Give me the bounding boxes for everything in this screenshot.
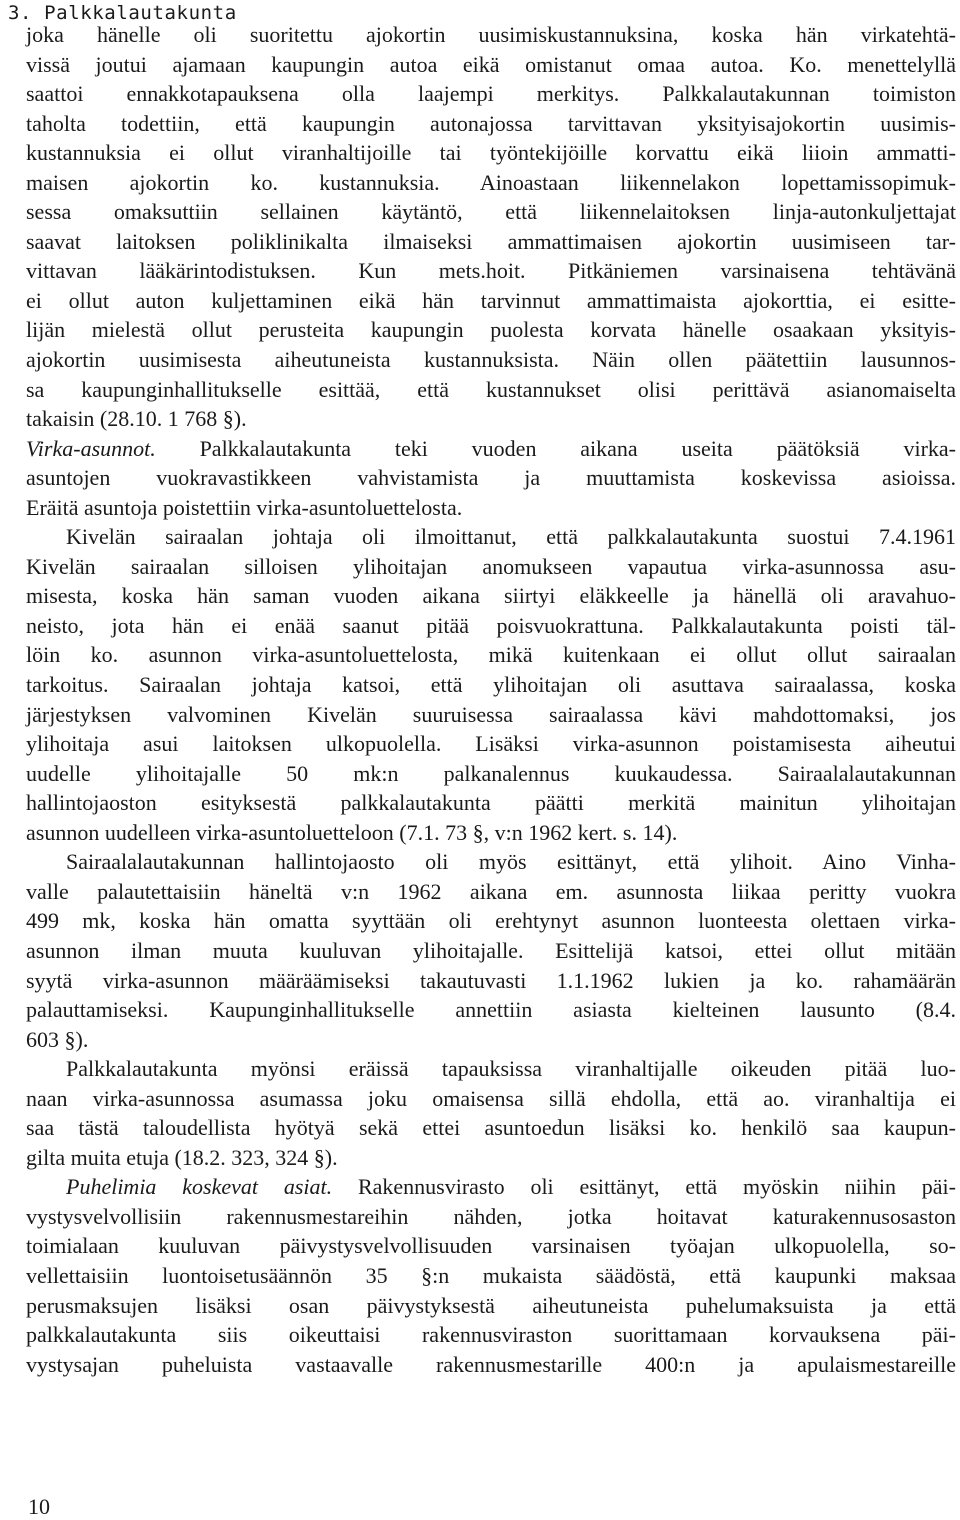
text-line: hallintojaoston esityksestä palkkalautakunta päätti merkitä mainitun ylihoitajan: [26, 790, 956, 816]
text-line: saattoi ennakkotapauksena olla laajempi merkitys. Palkkalautakunnan toimiston: [26, 81, 956, 107]
heading-puhelimia: Puhelimia koskevat asiat.: [66, 1174, 333, 1200]
text-line: vellettaisiin luontoisetusäännön 35 §:n mukaista säädöstä, että kaupunki maksaa: [26, 1262, 956, 1288]
text-line: sessa omaksuttiin sellainen käytäntö, että liikennelaitoksen linja-autonkuljettajat: [26, 199, 956, 225]
text-line: uudelle ylihoitajalle 50 mk:n palkanalennus kuukaudessa. Sairaalalautakunnan: [26, 760, 956, 786]
text-line: maisen ajokortin ko. kustannuksia. Ainoastaan liikennelakon lopettamissopimuk-: [26, 169, 956, 195]
text-line: neisto, jota hän ei enää saanut pitää poisvuokrattuna. Palkkalautakunta poisti täl-: [26, 612, 956, 638]
text-line: saa tästä taloudellista hyötyä sekä ettei asuntoedun lisäksi ko. henkilö saa kaupun-: [26, 1115, 956, 1141]
text-line: asuntojen vuokravastikkeen vahvistamista ja muuttamista koskevissa asioissa.: [26, 465, 956, 491]
text-line: toimialaan kuuluvan päivystysvelvollisuuden varsinaisen työajan ulkopuolella, so-: [26, 1233, 956, 1259]
text-line: asunnon ilman muuta kuuluvan ylihoitajalle. Esittelijä katsoi, ettei ollut mitään: [26, 937, 956, 963]
text-line: Palkkalautakunta myönsi eräissä tapauksissa viranhaltijalle oikeuden pitää luo-: [66, 1056, 956, 1082]
text-line: palkkalautakunta siis oikeuttaisi rakennusviraston suorittamaan korvauksena päi-: [26, 1322, 956, 1348]
text-line: vystysvelvollisiin rakennusmestareihin nähden, jotka hoitavat katurakennusosaston: [26, 1203, 956, 1229]
text-line: saavat laitoksen poliklinikalta ilmaiseksi ammattimaisen ajokortin uusimiseen tar-: [26, 228, 956, 254]
text-line: syytä virka-asunnon määräämiseksi takautuvasti 1.1.1962 lukien ja ko. rahamäärän: [26, 967, 956, 993]
text-line: Kivelän sairaalan silloisen ylihoitajan anomukseen vapautua virka-asunnossa asu-: [26, 553, 956, 579]
heading-virka-asunnot: Virka-asunnot.: [26, 435, 156, 461]
text-line: Rakennusvirasto oli esittänyt, että myöskin niihin päi-: [357, 1174, 956, 1200]
text-line: 603 §).: [26, 1026, 89, 1052]
text-line: vystysajan puheluista vastaavalle rakennusmestarille 400:n ja apulaismestareille: [26, 1351, 956, 1377]
text-line: asunnon uudelleen virka-asuntoluetteloon (7.1. 73 §, v:n 1962 kert. s. 14).: [26, 819, 678, 845]
text-line: gilta muita etuja (18.2. 323, 324 §).: [26, 1144, 338, 1170]
text-line: misesta, koska hän saman vuoden aikana siirtyi eläkkeelle ja hänellä oli aravahuo-: [26, 583, 956, 609]
text-line: perusmaksujen lisäksi osan päivystyksestä aiheutuneista puhelumaksuista ja että: [26, 1292, 956, 1318]
text-line: taholta todettiin, että kaupungin autonajossa tarvittavan yksityisajokortin uusimis-: [26, 110, 956, 136]
paragraph-puhelimia: [26, 1172, 956, 1202]
text-line: joka hänelle oli suoritettu ajokortin uusimiskustannuksina, koska hän virkatehtä-: [26, 22, 956, 47]
text-line: ei ollut auton kuljettaminen eikä hän tarvinnut ammattimaista ajokorttia, ei esitte-: [26, 287, 956, 313]
text-line: vissä joutui ajamaan kaupungin autoa eikä omistanut omaa autoa. Ko. menettelyllä: [26, 51, 956, 77]
text-line: lijän mielestä ollut perusteita kaupungin puolesta korvata hänelle osaakaan yksityis-: [26, 317, 956, 343]
text-line: Kivelän sairaalan johtaja oli ilmoittanut, että palkkalautakunta suostui 7.4.1961: [66, 524, 956, 550]
text-line: löin ko. asunnon virka-asuntoluettelosta, mikä kuitenkaan ei ollut ollut sairaalan: [26, 642, 956, 668]
text-line: ylihoitaja asui laitoksen ulkopuolella. Lisäksi virka-asunnon poistamisesta aiheutui: [26, 731, 956, 757]
text-line: tarkoitus. Sairaalan johtaja katsoi, että ylihoitajan oli asuttava sairaalassa, koska: [26, 672, 956, 698]
text-line: takaisin (28.10. 1 768 §).: [26, 406, 247, 432]
text-line: järjestyksen valvominen Kivelän suuruisessa sairaalassa kävi mahdottomaksi, jos: [26, 701, 956, 727]
text-line: Eräitä asuntoja poistettiin virka-asuntoluettelosta.: [26, 494, 463, 520]
text-line: vittavan lääkärintodistuksen. Kun mets.hoit. Pitkäniemen varsinaisena tehtävänä: [26, 258, 956, 284]
running-header: 3. Palkkalautakunta: [8, 2, 237, 24]
text-line: ajokortin uusimisesta aiheutuneista kustannuksista. Näin ollen päätettiin lausunnos-: [26, 347, 956, 373]
text-line: sa kaupunginhallitukselle esittää, että kustannukset olisi perittävä asianomaiselta: [26, 376, 956, 402]
document-body: [26, 20, 956, 1379]
text-line: kustannuksia ei ollut viranhaltijoille tai työntekijöille korvattu eikä liioin ammatti-: [26, 140, 956, 166]
text-line: palauttamiseksi. Kaupunginhallitukselle annettiin asiasta kielteinen lausunto (8.4.: [26, 997, 956, 1023]
text-line: naan virka-asunnossa asumassa joku omaisensa sillä ehdolla, että ao. viranhaltija ei: [26, 1085, 956, 1111]
paragraph-virka-asunnot: [26, 434, 956, 464]
text-line: valle palautettaisiin häneltä v:n 1962 aikana em. asunnosta liikaa peritty vuokra: [26, 878, 956, 904]
text-line: 499 mk, koska hän omatta syyttään oli erehtynyt asunnon luonteesta olettaen virka-: [26, 908, 956, 934]
text-line: Palkkalautakunta teki vuoden aikana useita päätöksiä virka-: [199, 435, 957, 461]
page-number: 10: [28, 1494, 50, 1519]
text-line: Sairaalalautakunnan hallintojaosto oli myös esittänyt, että ylihoit. Aino Vinha-: [66, 849, 956, 875]
